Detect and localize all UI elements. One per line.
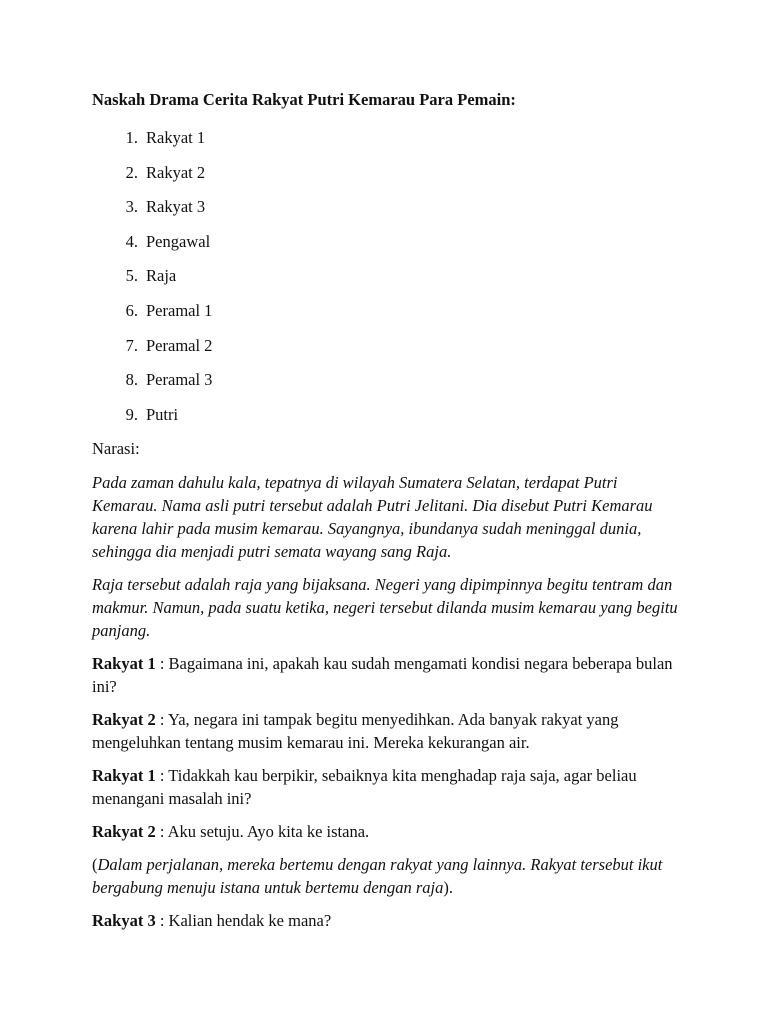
list-item <box>92 299 692 334</box>
cast-name: Raja <box>146 266 177 286</box>
cast-name: Pengawal <box>146 231 211 251</box>
speaker-name: Rakyat 2 <box>92 710 156 730</box>
cast-name: Rakyat 1 <box>146 128 206 147</box>
stage-direction <box>92 853 682 899</box>
dialog-text: : Bagaimana ini, apakah kau sudah mengamati kondisi negara beberapa bulan ini? <box>92 654 673 697</box>
narasi-label: Narasi: <box>92 439 140 459</box>
list-item <box>92 368 692 403</box>
list-item <box>92 230 692 265</box>
list-number: 7. <box>125 335 138 355</box>
cast-name: Peramal 3 <box>146 370 213 390</box>
list-number: 2. <box>125 162 138 182</box>
dialog-text: : Ya, negara ini tampak begitu menyedihkan. Ada banyak rakyat yang mengeluhkan tentang musim kemarau ini. Mereka kekurangan air. <box>92 710 619 753</box>
document-page <box>92 88 692 942</box>
cast-name: Peramal 2 <box>146 335 213 355</box>
dialog-line <box>92 909 692 932</box>
list-item <box>92 161 692 196</box>
paren-open: ( <box>92 855 98 875</box>
speaker-name: Rakyat 3 <box>92 911 156 931</box>
list-number: 9. <box>125 404 138 424</box>
speaker-name: Rakyat 2 <box>92 822 156 842</box>
list-number: 4. <box>125 231 138 251</box>
paren-close: ). <box>443 878 453 898</box>
narration-paragraph: Pada zaman dahulu kala, tepatnya di wilayah Sumatera Selatan, terdapat Putri Kemarau. Nama asli putri tersebut adalah Putri Jelitani. Dia disebut Putri Kemarau karena lahir pada musim kemarau. Sayangnya, ibundanya sudah meninggal dunia, sehingga dia menjadi putri semata wayang sang Raja. <box>92 473 653 562</box>
list-item <box>92 334 692 369</box>
dialog-line <box>92 820 692 843</box>
list-number: 8. <box>125 370 138 390</box>
cast-name: Putri <box>146 404 179 424</box>
dialog-text: : Aku setuju. Ayo kita ke istana. <box>155 822 370 842</box>
document-title: Naskah Drama Cerita Rakyat Putri Kemarau Para Pemain: <box>92 90 516 109</box>
stage-direction-text: Dalam perjalanan, mereka bertemu dengan rakyat yang lainnya. Rakyat tersebut ikut bergabung menuju istana untuk bertemu dengan raja <box>92 855 663 898</box>
dialog-text: : Tidakkah kau berpikir, sebaiknya kita menghadap raja saja, agar beliau menangani masalah ini? <box>92 766 637 809</box>
list-number: 3. <box>125 197 138 217</box>
list-item <box>92 264 692 299</box>
list-number: 6. <box>125 300 138 320</box>
dialog-line <box>92 708 692 754</box>
list-number: 5. <box>125 266 138 286</box>
cast-list <box>92 126 692 437</box>
list-item <box>92 403 692 438</box>
narration-paragraph: Raja tersebut adalah raja yang bijaksana. Negeri yang dipimpinnya begitu tentram dan makmur. Namun, pada suatu ketika, negeri tersebut dilanda musim kemarau yang begitu panjang. <box>92 575 678 641</box>
dialog-line <box>92 652 692 698</box>
speaker-name: Rakyat 1 <box>92 654 156 674</box>
speaker-name: Rakyat 1 <box>92 766 156 786</box>
dialog-line <box>92 764 692 810</box>
list-item <box>92 126 692 161</box>
cast-name: Peramal 1 <box>146 300 213 320</box>
dialog-text: : Kalian hendak ke mana? <box>155 911 332 931</box>
list-number: 1. <box>125 128 138 147</box>
cast-name: Rakyat 3 <box>146 197 206 217</box>
list-item <box>92 195 692 230</box>
cast-name: Rakyat 2 <box>146 162 206 182</box>
